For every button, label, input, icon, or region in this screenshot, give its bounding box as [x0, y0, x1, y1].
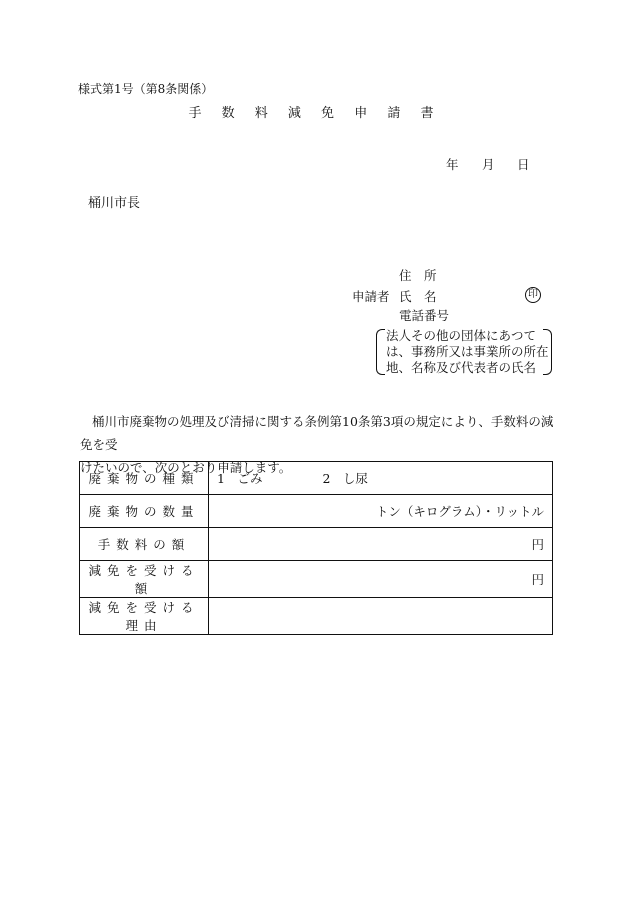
exemption-amount-field[interactable]: 円 — [209, 561, 553, 598]
date-day-label: 日 — [517, 157, 530, 172]
date-month-label: 月 — [482, 157, 495, 172]
left-bracket — [376, 329, 385, 375]
address-label: 住 所 — [399, 268, 437, 283]
waste-type-option-garbage[interactable]: 1 ごみ — [217, 471, 263, 486]
note-line: 法人その他の団体にあつて — [386, 328, 537, 343]
note-line: は、事務所又は事業所の所在 — [386, 344, 549, 359]
waste-type-option-night-soil[interactable]: 2 し尿 — [322, 471, 368, 486]
corporation-note — [376, 328, 552, 375]
applicant-label: 申請者 — [352, 289, 390, 304]
table-row — [80, 528, 553, 561]
right-bracket — [543, 329, 552, 375]
statement-line-2: けたいので、次のとおり申請します。 — [80, 460, 292, 475]
waste-quantity-label: 廃棄物の数量 — [80, 495, 209, 528]
waste-type-field[interactable] — [209, 462, 553, 495]
statement-line-1: 桶川市廃棄物の処理及び清掃に関する条例第10条第3項の規定により、手数料の減免を受 — [80, 414, 554, 452]
application-table — [79, 461, 553, 635]
table-row — [80, 495, 553, 528]
note-line: 地、名称及び代表者の氏名 — [386, 360, 537, 375]
table-row — [80, 598, 553, 635]
waste-type-label: 廃棄物の種類 — [80, 462, 209, 495]
seal-mark: 印 — [525, 287, 541, 303]
fee-amount-label: 手数料の額 — [80, 528, 209, 561]
addressee: 桶川市長 — [88, 196, 141, 211]
form-number: 様式第1号（第8条関係） — [78, 82, 214, 96]
waste-quantity-field[interactable]: トン（キログラム）・リットル — [209, 495, 553, 528]
date-year-label: 年 — [446, 157, 459, 172]
page-title: 手 数 料 減 免 申 請 書 — [188, 106, 442, 121]
exemption-reason-field[interactable] — [209, 598, 553, 635]
fee-amount-field[interactable]: 円 — [209, 528, 553, 561]
phone-label: 電話番号 — [399, 308, 450, 323]
table-row — [80, 561, 553, 598]
exemption-amount-label: 減免を受ける額 — [80, 561, 209, 598]
name-label: 氏 名 — [399, 289, 437, 304]
exemption-reason-label: 減免を受ける理由 — [80, 598, 209, 635]
table-row — [80, 462, 553, 495]
